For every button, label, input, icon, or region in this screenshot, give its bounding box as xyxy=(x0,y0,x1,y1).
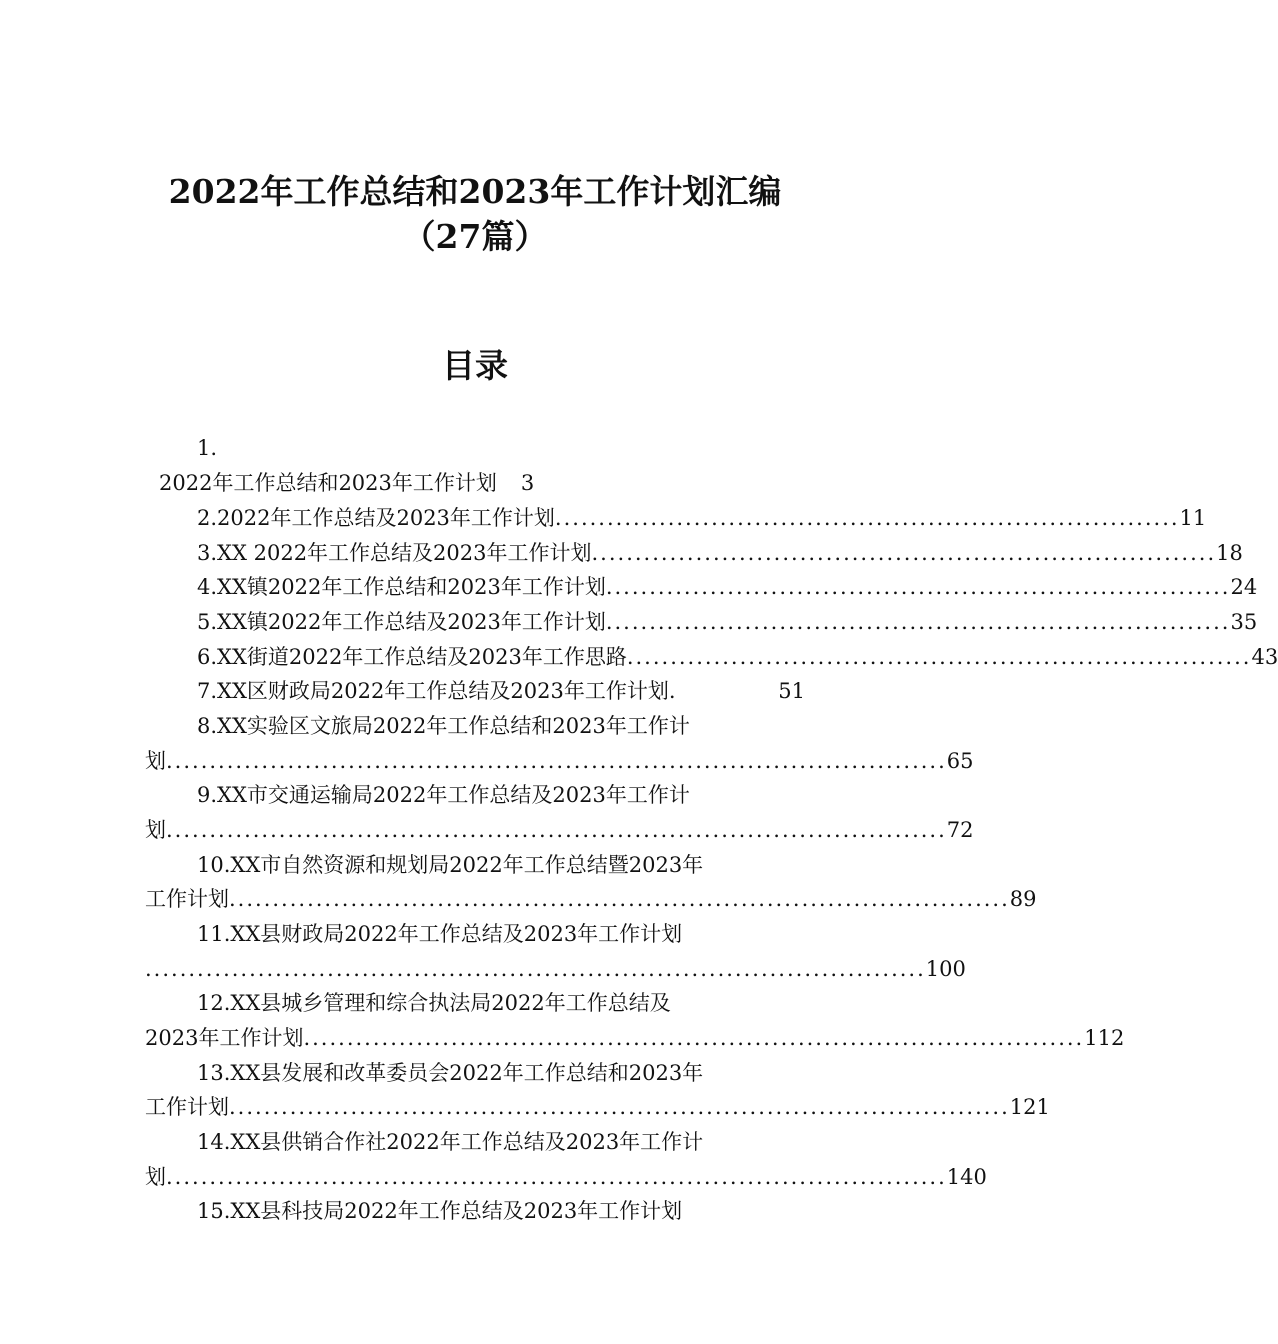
toc-leader-dots: .......................................................................................... xyxy=(229,1095,1010,1119)
toc-entry-10-line2[interactable]: 工作计划 .......................................................................................... 89 xyxy=(145,882,805,916)
toc-entry-13-line2[interactable]: 工作计划 .......................................................................................... 121 xyxy=(145,1090,805,1124)
toc-entry-11-line2[interactable]: .......................................................................................... 100 xyxy=(145,952,805,986)
toc-entry-14-line1[interactable]: 14.XX县供销合作社2022年工作总结及2023年工作计 xyxy=(197,1130,704,1154)
toc-leader-dots: .......................................................................................... xyxy=(145,957,926,981)
toc-entry-6[interactable]: 6.XX街道2022年工作总结及2023年工作思路 ........................................................................ 43 xyxy=(145,640,805,674)
toc-heading: 目录 xyxy=(442,346,508,385)
toc-entry-7[interactable]: 7.XX区财政局2022年工作总结及2023年工作计划. 51 xyxy=(197,679,805,703)
toc-entry-3[interactable]: 3.XX 2022年工作总结及2023年工作计划 ........................................................................ 18 xyxy=(145,536,805,570)
document-title: 2022年工作总结和2023年工作计划汇编 xyxy=(168,172,782,211)
toc-entry-2[interactable]: 2.2022年工作总结及2023年工作计划 ........................................................................ 11 xyxy=(145,501,805,535)
toc-entry-11-line1[interactable]: 11.XX县财政局2022年工作总结及2023年工作计划 xyxy=(197,922,683,946)
toc-entry-12-line2[interactable]: 2023年工作计划 .......................................................................................... 112 xyxy=(145,1021,805,1055)
document-subtitle: （27篇） xyxy=(402,217,548,256)
toc-leader-dots: ........................................................................ xyxy=(591,541,1217,565)
toc-entry-12-line1[interactable]: 12.XX县城乡管理和综合执法局2022年工作总结及 xyxy=(197,991,671,1015)
toc-leader-dots: ........................................................................ xyxy=(605,575,1231,599)
toc-leader-dots: .......................................................................................... xyxy=(166,1165,947,1189)
toc-entry-4[interactable]: 4.XX镇2022年工作总结和2023年工作计划 ........................................................................ 24 xyxy=(145,570,805,604)
toc-leader-dots: .......................................................................................... xyxy=(166,818,947,842)
toc-entry-1-number: 1. xyxy=(197,436,218,460)
toc-leader-dots: .......................................................................................... xyxy=(166,749,947,773)
toc-entry-8-line1[interactable]: 8.XX实验区文旅局2022年工作总结和2023年工作计 xyxy=(197,714,690,738)
toc-leader-dots: .......................................................................................... xyxy=(229,887,1010,911)
toc-entry-10-line1[interactable]: 10.XX市自然资源和规划局2022年工作总结暨2023年 xyxy=(197,853,704,877)
toc-entry-15-line1[interactable]: 15.XX县科技局2022年工作总结及2023年工作计划 xyxy=(197,1199,683,1223)
toc-leader-dots: ........................................................................ xyxy=(605,610,1231,634)
toc-entry-14-line2[interactable]: 划 .......................................................................................... 140 xyxy=(145,1160,805,1194)
toc-entry-9-line1[interactable]: 9.XX市交通运输局2022年工作总结及2023年工作计 xyxy=(197,783,690,807)
toc-leader-dots: ........................................................................ xyxy=(554,506,1180,530)
toc-entry-1[interactable]: 2022年工作总结和2023年工作计划 3 xyxy=(159,471,535,495)
toc-entry-8-line2[interactable]: 划 .......................................................................................... 65 xyxy=(145,744,805,778)
toc-entry-5[interactable]: 5.XX镇2022年工作总结及2023年工作计划 ........................................................................ 35 xyxy=(145,605,805,639)
toc-entry-13-line1[interactable]: 13.XX县发展和改革委员会2022年工作总结和2023年 xyxy=(197,1061,704,1085)
toc-entry-9-line2[interactable]: 划 .......................................................................................... 72 xyxy=(145,813,805,847)
toc-leader-dots: ........................................................................ xyxy=(626,645,1252,669)
toc-leader-dots: .......................................................................................... xyxy=(303,1026,1085,1050)
